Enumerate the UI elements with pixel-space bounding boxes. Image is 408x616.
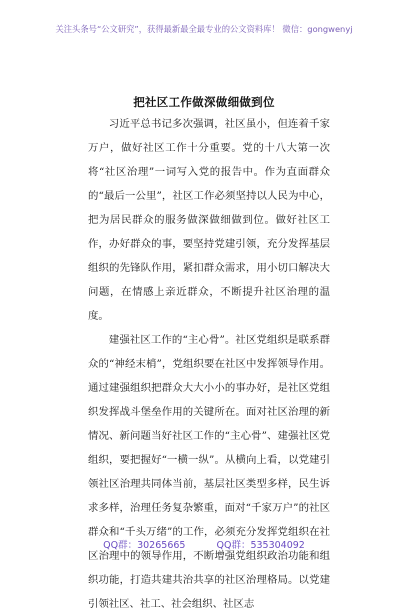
footer [0,537,408,551]
paragraph: 习近平总书记多次强调，社区虽小，但连着千家万户，做好社区工作十分重要。党的十八大第一次将“社区治理”一词写入党的报告中。作为直面群众的“最后一公里”，社区工作必须坚持以人民为中心，把为居民群众的服务做深做细做到位。做好社区工作，办好群众的事，要坚持党建引领，充分发挥基层组织的先锋队作用，紧扣群众需求，用小切口解决大问题，在情感上亲近群众，不断提升社区治理的温度。 [88,118,330,322]
paragraph: 建强社区工作的“主心骨”。社区党组织是联系群众的“神经末梢”，党组织要在社区中发挥领导作用。通过建强组织把群众大大小小的事办好，是社区党组织发挥战斗堡垒作用的关键所在。面对社区治理的新情况、新问题当好社区工作的“主心骨”、建强社区党组织，要把握好“一横一纵”。从横向上看，以党建引领社区治理共同体当前，基层社区类型多样，民生诉求多样，治理任务复杂繁重，面对“千家万户”的社区群众和“千头万绪”的工作，必须充分发挥党组织在社区治理中的领导作用，不断增强党组织政治功能和组织功能，打造共建共治共享的社区治理格局。以党建引领社区、社工、社会组织、社区志 [88,334,330,610]
header-note: 关注头条号“公文研究”，获得最新最全最专业的公文资料库！ 微信：gongwenyj [55,24,353,34]
footer-qq-group-2: QQ群：535304092 [216,540,305,551]
footer-qq-group-1: QQ群：30265665 [103,540,186,551]
document-title: 把社区工作做深做细做到位 [133,95,275,109]
